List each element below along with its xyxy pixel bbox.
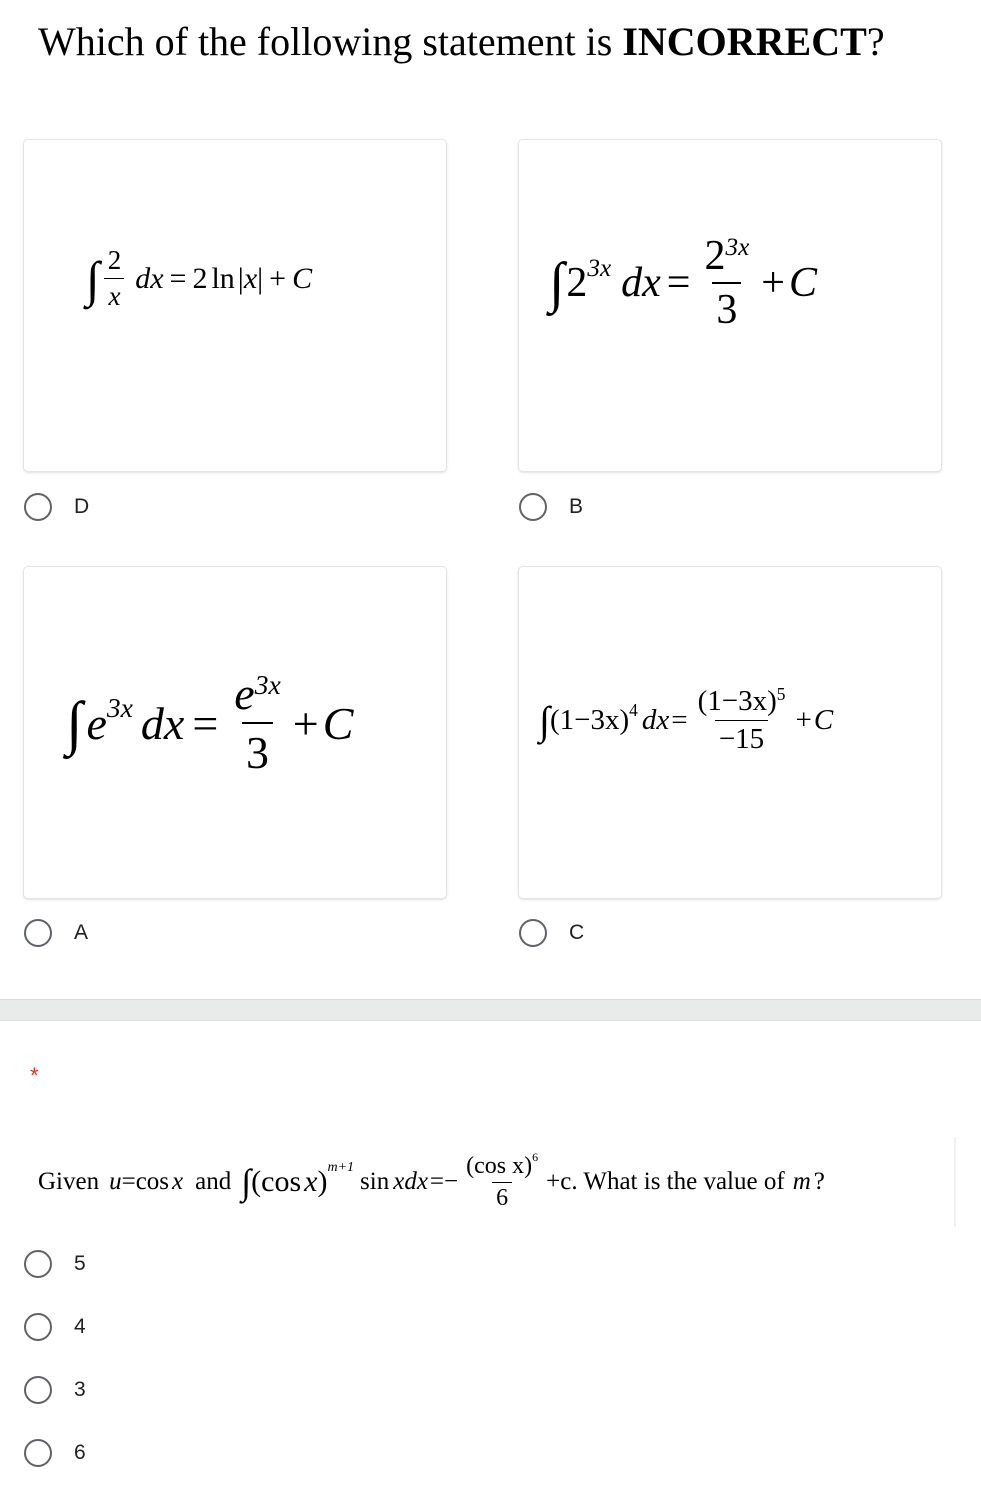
option-label: C [569, 921, 585, 944]
numerator-exponent: 3x [725, 234, 750, 262]
radio-button[interactable] [519, 493, 547, 521]
question-2-text [30, 1137, 954, 1227]
numerator-exponent: 3x [254, 668, 281, 700]
numerator-base: e [234, 668, 255, 719]
abs-open: | [237, 261, 244, 295]
section-divider [0, 999, 981, 1021]
q2-fraction-numerator: (cos x) [466, 1152, 533, 1179]
radio-button[interactable] [24, 919, 52, 947]
q2-dx: dx [404, 1168, 428, 1195]
q2-u: u [109, 1168, 122, 1195]
q2-fraction-denominator: 6 [492, 1182, 512, 1212]
plus-sign: + [269, 261, 287, 295]
q2-cos-open: (cos [251, 1165, 302, 1198]
option-image-d [24, 140, 446, 471]
fraction-denominator: −15 [715, 720, 768, 756]
integral-sign: ∫ [549, 252, 565, 314]
formula-c [539, 685, 833, 756]
equals-sign: = [169, 261, 187, 295]
formula-d [86, 245, 312, 312]
option-5[interactable] [24, 1247, 86, 1281]
numerator-exponent: 5 [776, 684, 786, 705]
q2-fraction-exponent: 6 [532, 1149, 539, 1164]
constant: C [292, 261, 313, 295]
integral-sign: ∫ [241, 1162, 252, 1202]
radio-button[interactable] [24, 1313, 52, 1341]
radio-button[interactable] [24, 1376, 52, 1404]
fraction [230, 667, 284, 779]
base: 2 [566, 260, 588, 306]
fraction [700, 232, 753, 334]
exponent: 3x [587, 255, 612, 283]
option-label: A [74, 921, 89, 944]
q2-cos-close: ) [317, 1165, 328, 1198]
option-a[interactable] [24, 916, 88, 950]
integral-sign: ∫ [539, 697, 550, 743]
differential: dx [621, 260, 661, 306]
option-image-c [519, 567, 941, 898]
option-label: 6 [74, 1441, 86, 1464]
q2-question: . What is the value of [571, 1168, 785, 1195]
q2-sin: sin [360, 1168, 390, 1195]
variable: x [243, 261, 258, 295]
option-label: B [569, 495, 584, 518]
formula-b [549, 232, 817, 334]
fraction [694, 685, 790, 756]
option-label: 3 [74, 1378, 86, 1401]
integral-sign: ∫ [66, 690, 83, 756]
integrand: (1−3x) [549, 704, 630, 736]
differential: dx [641, 704, 670, 736]
radio-button[interactable] [24, 493, 52, 521]
plus-sign: + [795, 704, 812, 736]
numerator-base: 2 [704, 233, 726, 279]
radio-button[interactable] [24, 1250, 52, 1278]
q2-eq-cos: =cos [121, 1168, 170, 1195]
option-label: 5 [74, 1252, 86, 1275]
option-c[interactable] [519, 916, 584, 950]
radio-button[interactable] [519, 919, 547, 947]
option-image-a [24, 567, 446, 898]
differential: dx [140, 697, 185, 749]
constant: C [322, 697, 354, 749]
q2-m: m [792, 1168, 811, 1195]
equals-sign: = [671, 704, 688, 736]
q2-exponent: m+1 [327, 1160, 355, 1175]
option-label: 4 [74, 1315, 86, 1338]
question-title [38, 18, 958, 65]
q2-plus-c: +c [546, 1168, 572, 1195]
option-3[interactable] [24, 1373, 86, 1407]
option-b[interactable] [519, 490, 583, 524]
q2-x: x [304, 1165, 318, 1198]
option-image-b [519, 140, 941, 471]
ln-function: ln [211, 261, 235, 295]
radio-button[interactable] [24, 1439, 52, 1467]
differential: dx [135, 261, 164, 295]
required-asterisk: * [30, 1063, 39, 1088]
equals-sign: = [192, 697, 219, 749]
question-title-emphasis: INCORRECT [622, 19, 867, 64]
exponent: 3x [106, 691, 133, 723]
constant: C [813, 704, 834, 736]
fraction-numerator: 2 [107, 245, 122, 275]
numerator: (1−3x) [697, 685, 777, 717]
plus-sign: + [292, 697, 319, 749]
q2-qmark: ? [813, 1168, 825, 1195]
constant: C [788, 260, 817, 306]
option-4[interactable] [24, 1310, 86, 1344]
q2-given: Given [38, 1168, 100, 1195]
q2-and: and [195, 1168, 232, 1195]
fraction-denominator: 3 [242, 722, 273, 779]
abs-close: | [257, 261, 264, 295]
question-title-suffix: ? [866, 19, 885, 64]
fraction [104, 245, 126, 312]
coefficient: 2 [192, 261, 208, 295]
option-6[interactable] [24, 1436, 86, 1470]
equals-sign: = [666, 260, 691, 306]
option-d[interactable] [24, 490, 89, 524]
integral-sign: ∫ [86, 250, 100, 307]
plus-sign: + [761, 260, 785, 306]
fraction-denominator: 3 [712, 282, 741, 334]
q2-x: x [393, 1168, 405, 1195]
option-label: D [74, 495, 90, 518]
exponent: 4 [629, 700, 638, 721]
q2-fraction [462, 1149, 542, 1212]
fraction-denominator: x [104, 278, 124, 312]
q2-x: x [172, 1168, 184, 1195]
formula-a [66, 667, 353, 779]
question-title-text: Which of the following statement is [38, 19, 623, 64]
q2-eq-neg: =− [429, 1168, 459, 1195]
base: e [86, 697, 107, 749]
